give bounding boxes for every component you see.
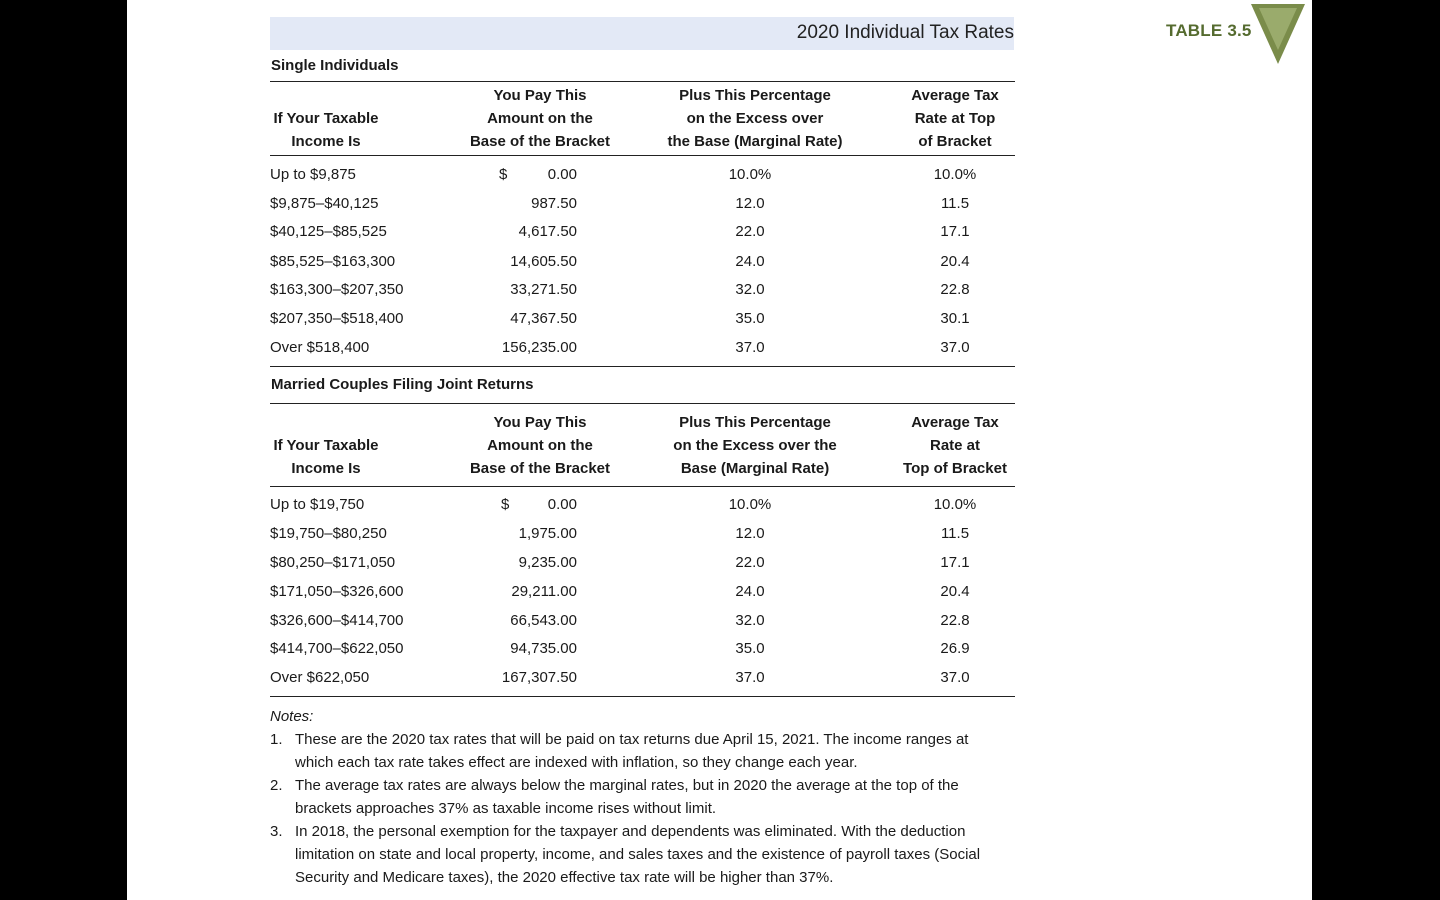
title-band <box>270 17 1014 50</box>
table-row: $19,750–$80,250 1,975.00 12.0 11.5 <box>270 525 970 542</box>
note-item: 1. These are the 2020 tax rates that will be paid on tax returns due April 15, 2021. The income ranges at which each tax rate takes effect are indexed with inflation, so they change each year. <box>270 731 969 771</box>
header-average-rate: Average Tax Rate at Top of Bracket <box>903 414 1007 477</box>
rule <box>270 403 1015 404</box>
table-row: $326,600–$414,700 66,543.00 32.0 22.8 <box>270 612 970 629</box>
note-item: 2. The average tax rates are always below the marginal rates, but in 2020 the average at the top of the brackets approaches 37% as taxable income rises without limit. <box>270 777 959 817</box>
rule <box>270 155 1015 156</box>
table-row: $85,525–$163,300 14,605.50 24.0 20.4 <box>270 253 970 270</box>
rule <box>270 486 1015 487</box>
rule <box>270 366 1015 367</box>
table-row: $163,300–$207,350 33,271.50 32.0 22.8 <box>270 281 970 298</box>
table-number-label: TABLE 3.5 <box>1166 21 1252 40</box>
corner-triangle-icon <box>1251 4 1305 66</box>
table-row: Up to $19,750 $ 0.00 10.0% 10.0% <box>270 496 977 513</box>
table-row: $9,875–$40,125 987.50 12.0 11.5 <box>270 195 970 212</box>
header-marginal-rate: Plus This Percentage on the Excess over the Base (Marginal Rate) <box>667 87 843 150</box>
rule <box>270 696 1015 697</box>
table-row: $40,125–$85,525 4,617.50 22.0 17.1 <box>270 223 970 240</box>
header-income: If Your Taxable Income Is <box>273 437 379 477</box>
table-row: Up to $9,875 $ 0.00 10.0% 10.0% <box>270 166 977 183</box>
notes-block <box>270 705 1010 889</box>
header-base-amount: You Pay This Amount on the Base of the Bracket <box>469 87 611 150</box>
table-row: $414,700–$622,050 94,735.00 35.0 26.9 <box>270 640 970 657</box>
table-row: Over $518,400 156,235.00 37.0 37.0 <box>270 339 970 356</box>
table-title: 2020 Individual Tax Rates <box>796 22 1014 43</box>
section-title-single: Single Individuals <box>271 57 399 74</box>
note-item: 3. In 2018, the personal exemption for the taxpayer and dependents was eliminated. With the deduction limitation on state and local property, income, and sales taxes and the existence of payroll taxes (Social Security and Medicare taxes), the 2020 effective tax rate will be higher than 37%. <box>270 823 981 886</box>
notes-title: Notes: <box>270 708 314 725</box>
header-base-amount: You Pay This Amount on the Base of the Bracket <box>469 414 611 477</box>
table-row: $207,350–$518,400 47,367.50 35.0 30.1 <box>270 310 970 327</box>
table-row: Over $622,050 167,307.50 37.0 37.0 <box>270 669 970 686</box>
header-income: If Your Taxable Income Is <box>273 110 379 150</box>
table-row: $171,050–$326,600 29,211.00 24.0 20.4 <box>270 583 970 600</box>
header-average-rate: Average Tax Rate at Top of Bracket <box>911 87 999 150</box>
table-row: $80,250–$171,050 9,235.00 22.0 17.1 <box>270 554 970 571</box>
document-page <box>127 0 1312 900</box>
rule <box>270 81 1015 82</box>
section-title-married: Married Couples Filing Joint Returns <box>271 376 534 393</box>
header-marginal-rate: Plus This Percentage on the Excess over the Base (Marginal Rate) <box>673 414 837 477</box>
